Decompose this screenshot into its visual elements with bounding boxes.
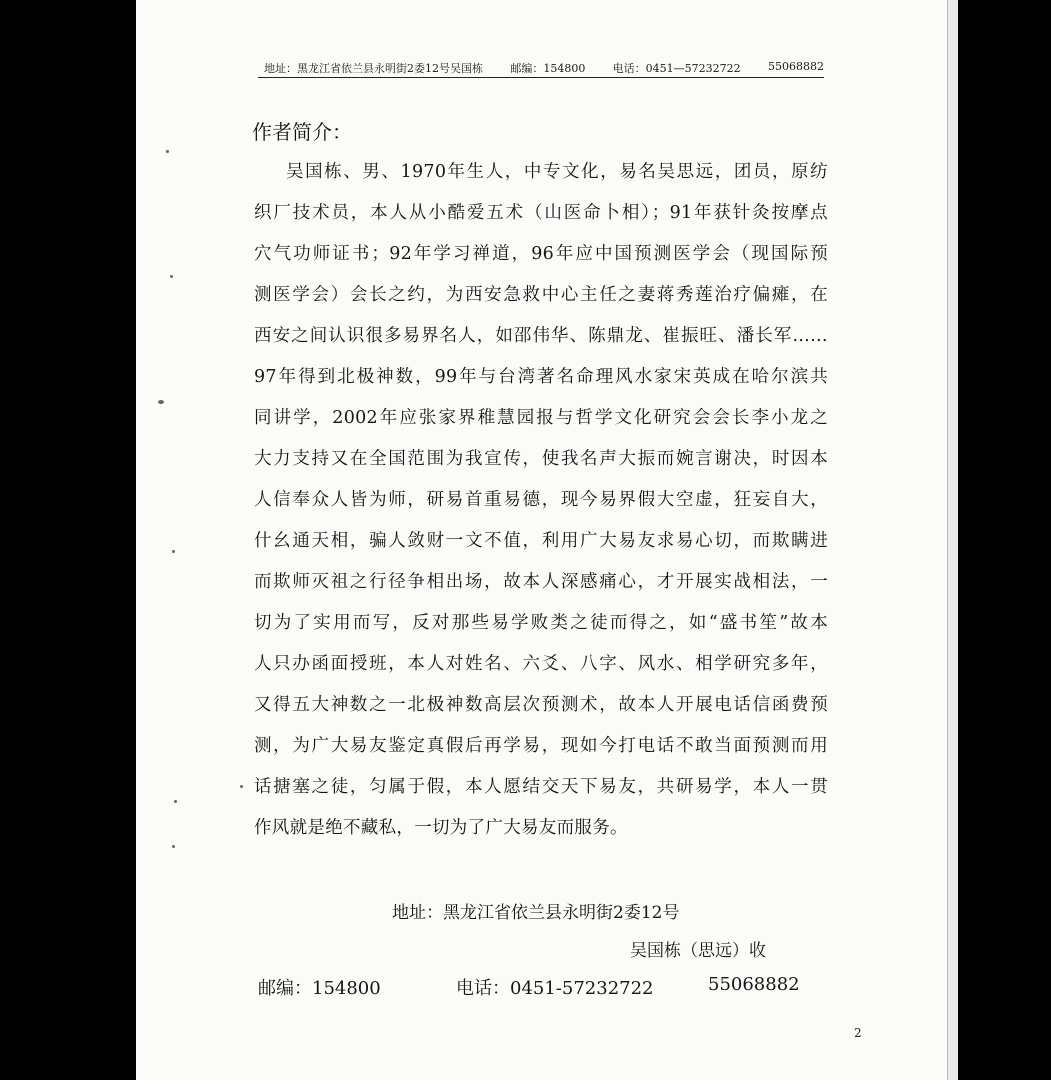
letterhead-phone: 电话：0451—57232722 (612, 62, 741, 75)
scan-speck (172, 550, 175, 553)
scan-speck (158, 400, 164, 404)
footer-phone2: 55068882 (708, 974, 800, 995)
letterhead-postcode: 邮编：154800 (510, 62, 586, 75)
paragraph-line: 话搪塞之徒，匀属于假，本人愿结交天下易友，共研易学，本人一贯 (254, 777, 828, 797)
paragraph-line: 测医学会）会长之约，为西安急救中心主任之妻蒋秀莲治疗偏瘫，在 (254, 285, 828, 305)
scan-speck (240, 785, 243, 788)
page-number: 2 (854, 1026, 862, 1040)
letterhead-address: 地址：黑龙江省依兰县永明街2委12号吴国栋 (264, 62, 483, 75)
scan-speck (172, 845, 175, 848)
page-edge (947, 0, 958, 1080)
letterhead-phone2: 55068882 (767, 60, 824, 73)
scan-speck (174, 800, 177, 803)
paragraph-line: 又得五大神数之一北极神数高层次预测术，故本人开展电话信函费预 (254, 695, 828, 715)
paragraph-line: 测，为广大易友鉴定真假后再学易，现如今打电话不敢当面预测而用 (254, 736, 828, 756)
paragraph-line: 大力支持又在全国范围为我宣传，使我名声大振而婉言谢决，时因本 (254, 449, 828, 469)
paragraph-line: 人只办函面授班，本人对姓名、六爻、八字、风水、相学研究多年， (254, 654, 828, 674)
paragraph-line: 西安之间认识很多易界名人，如邵伟华、陈鼎龙、崔振旺、潘长军…… (254, 326, 828, 346)
letterhead-rule (258, 77, 824, 78)
paragraph-line: 吴国栋、男、1970年生人，中专文化，易名吴思远，团员，原纺 (286, 162, 828, 182)
scan-speck (170, 275, 173, 278)
paragraph-line: 穴气功师证书；92年学习禅道，96年应中国预测医学会（现国际预 (254, 244, 828, 264)
paragraph-line: 作风就是绝不藏私，一切为了广大易友而服务。 (254, 818, 628, 838)
document-page (136, 0, 958, 1080)
letterhead (264, 60, 824, 76)
scan-speck (166, 150, 169, 153)
paragraph-line: 人信奉众人皆为师，研易首重易德，现今易界假大空虚，狂妄自大， (254, 490, 828, 510)
paragraph-line: 织厂技术员，本人从小酷爱五术（山医命卜相）；91年获针灸按摩点 (254, 203, 828, 223)
footer-postcode: 邮编：154800 (258, 978, 381, 999)
paragraph-line: 而欺师灭祖之行径争相出场，故本人深感痛心，才开展实战相法，一 (254, 572, 828, 592)
paragraph-line: 同讲学，2002年应张家界稚慧园报与哲学文化研究会会长李小龙之 (254, 408, 828, 428)
footer-phone: 电话：0451-57232722 (456, 978, 654, 999)
section-title: 作者简介： (252, 120, 352, 144)
paragraph-line: 97年得到北极神数，99年与台湾著名命理风水家宋英成在哈尔滨共 (254, 367, 828, 387)
paragraph-line: 什幺通天相，骗人敛财一文不值，利用广大易友求易心切，而欺瞒进 (254, 531, 828, 551)
footer-recipient: 吴国栋（思远）收 (630, 941, 766, 961)
paragraph-line: 切为了实用而写，反对那些易学败类之徒而得之，如“盛书笙”故本 (254, 613, 828, 633)
footer-address: 地址：黑龙江省依兰县永明街2委12号 (392, 903, 680, 923)
